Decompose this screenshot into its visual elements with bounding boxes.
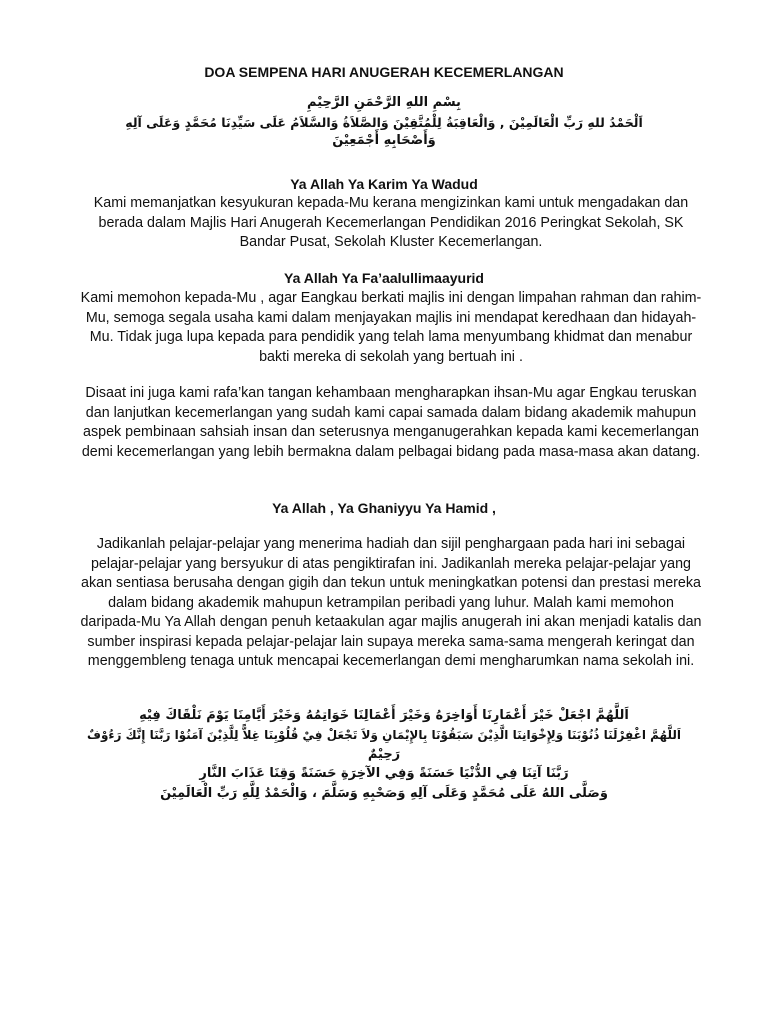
arabic-closing-line-4: رَبَّنَا آتِنَا فِي الدُّنْيَا حَسَنَةً وَفِي الآخِرَةِ حَسَنَةً وَقِنَا عَذَابَ النَّارِ [199,766,569,781]
section-heading-ghaniyyu-hamid: Ya Allah , Ya Ghaniyyu Ya Hamid , [272,500,496,516]
arabic-closing-line-3: رَحِيْمٌ [367,747,401,762]
arabic-opening-companions: وَأَصْحَابِهِ أَجْمَعِيْنَ [332,133,436,148]
arabic-closing-line-2: اَللَّهُمَّ اغْفِرْلَنَا ذُنُوْبَنَا وَلِإِخْوَانِنَا الَّذِيْنَ سَبَقُوْنَا بِالإِيْمَانِ وَلاَ تَجْعَلْ فِيْ قُلُوْبِنَا غِلاًّ لِلَّذِيْنَ آمَنُوْا رَبَّنَا إِنَّكَ رَءُوْفٌ [87,728,681,742]
arabic-basmalah: بِسْمِ اللهِ الرَّحْمَنِ الرَّحِيْمِ [307,95,461,110]
paragraph-blessing-request: Kami memohon kepada-Mu , agar Eangkau berkati majlis ini dengan limpahan rahman dan rahim-Mu, semoga segala usaha kami dalam menjayakan majlis ini mendapat keredhaan dan hidayah-Mu. Tidak juga lupa kepada para pendidik yang telah lama menyumbang khidmat dan menabur bakti mereka di sekolah yang bertuah ini . [80,290,702,365]
arabic-closing-line-5: وَصَلَّى اللهُ عَلَى مُحَمَّدٍ وَعَلَى آلِهِ وَصَحْبِهِ وَسَلَّمَ ، وَالْحَمْدُ لِلَّهِ رَبِّ الْعَالَمِيْنَ [160,786,608,801]
paragraph-students-prayer: Jadikanlah pelajar-pelajar yang menerima hadiah dan sijil penghargaan pada hari ini sebagai pelajar-pelajar yang bersyukur di atas pengiktirafan ini. Jadikanlah mereka pelajar-pelajar yang akan sentiasa berusaha dengan gigih dan tekun untuk meningkatkan potensi dan prestasi mereka dalam bidang akademik mahupun ketrampilan peribadi yang luhur. Malah kami memohon daripada-Mu Ya Allah dengan penuh ketaakulan agar majlis anugerah ini akan menjadi katalis dan sumber inspirasi kepada pelajar-pelajar lain supaya mereka sama-sama mengerah keringat dan menggembleng tenaga untuk mencapai kecemerlangan demi mengharumkan nama sekolah ini. [80,536,702,669]
section-heading-faaalullimaayurid: Ya Allah Ya Fa’aalullimaayurid [284,270,484,286]
section-heading-karim-wadud: Ya Allah Ya Karim Ya Wadud [290,176,478,192]
document-title: DOA SEMPENA HARI ANUGERAH KECEMERLANGAN [204,64,564,80]
arabic-opening-praise: اَلْحَمْدُ للهِ رَبِّ الْعَالَمِيْنَ , وَالْعَاقِبَةُ لِلْمُتَّقِيْنَ وَالصَّلاَةُ وَالسَّلاَمُ عَلَى سَيِّدِنَا مُحَمَّدٍ وَعَلَى آلِهِ [125,115,643,130]
paragraph-gratitude: Kami memanjatkan kesyukuran kepada-Mu kerana mengizinkan kami untuk mengadakan dan berada dalam Majlis Hari Anugerah Kecemerlangan Pendidikan 2016 Peringkat Sekolah, SK Bandar Pusat, Sekolah Kluster Kecemerlangan. [93,195,689,250]
paragraph-excellence-hope: Disaat ini juga kami rafa’kan tangan kehambaan mengharapkan ihsan-Mu agar Engkau teruskan dan lanjutkan kecemerlangan yang sudah kami capai samada dalam bidang akademik mahupun aspek pembinaan sahsiah insan dan seterusnya menganugerahkan kepada kami kecemerlangan demi kecemerlangan yang lebih bermakna dalam pelbagai bidang pada masa-masa akan datang. [81,385,701,460]
arabic-closing-line-1: اَللَّهُمَّ اجْعَلْ خَيْرَ أَعْمَارِنَا أَوَاخِرَهُ وَخَيْرَ أَعْمَالِنَا خَوَاتِمُهُ وَخَيْرَ أَيَّامِنَا يَوْمَ نَلْقَاكَ فِيْهِ [139,708,629,723]
